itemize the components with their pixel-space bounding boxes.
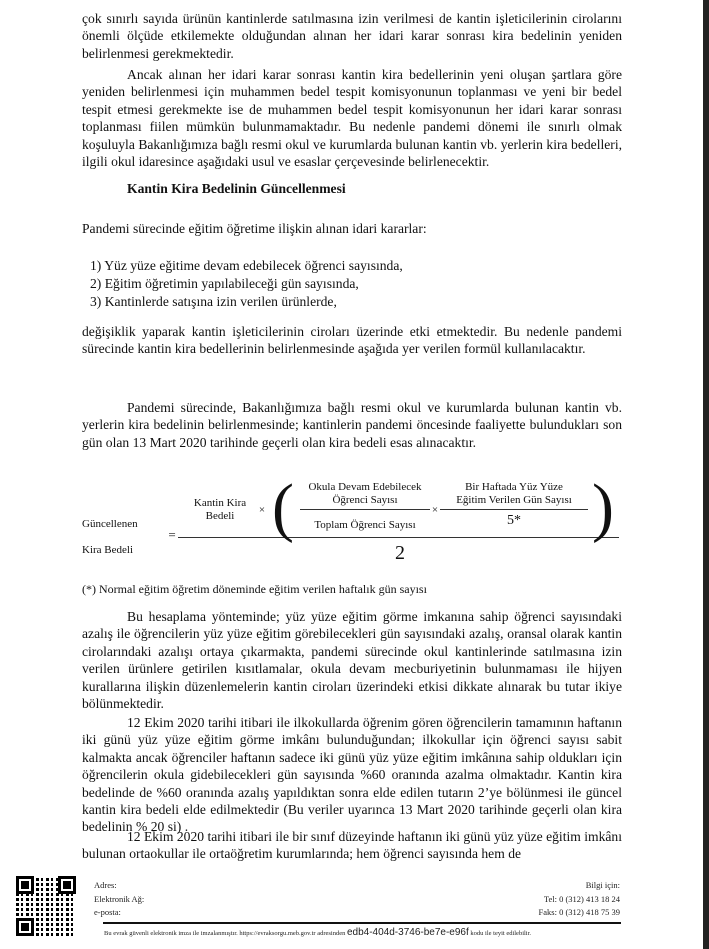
list-item: 3) Kantinlerde satışına izin verilen ürünlerde, [90,294,337,309]
verification-code: edb4-404d-3746-be7e-e96f [346,927,469,938]
footer-phone: Tel: 0 (312) 413 18 24 [543,894,620,904]
formula-term: Öğrenci Sayısı [332,494,398,506]
footnote: (*) Normal eğitim öğretim döneminde eğitim verilen haftalık gün sayısı [82,582,427,596]
verification-text: Bu evrak güvenli elektronik imza ile imzalanmıştır. https://evraksorgu.meb.gov.tr adresinden [104,930,346,937]
paragraph: değişiklik yaparak kantin işleticilerinin ciroları üzerinde etki etmektedir. Bu nedenle pandemi sürecinde kantin kira bedellerinin belirlenmesinde aşağıda yer verilen formül kullanılacaktır. [82,324,622,357]
qr-finder [58,876,76,894]
times-sign: × [258,504,266,516]
list-item: 1) Yüz yüze eğitime devam edebilecek öğrenci sayısında, [90,258,403,273]
verification-note [104,927,531,938]
formula-lhs: Güncellenen [82,518,138,530]
paragraph: Ancak alınan her idari karar sonrası kantin kira bedellerinin yeni oluşan şartlara göre yeniden belirlenmesi için muhammen bedel tespit komisyonunun toplanması ve yeni bir bedel tespit etmesi gerekmekte ise de muhammen bedel tespit komisyonunun her idari karar sonrası toplanması fiilen mümkün bulunmamaktadır. Bu nedenle pandemi dönemi ile sınırlı olmak koşuluyla Bakanlığımıza bağlı resmi okul ve kurumlarda bulunan kantin vb. yerlerin kira bedelleri, ilgili okul idaresince aşağıdaki usul ve esaslar çerçevesinde belirlenecektir. [82,67,622,170]
formula-term: Eğitim Verilen Gün Sayısı [456,494,572,506]
footer-email-label: e-posta: [94,907,121,917]
window-edge [703,0,709,949]
section-heading: Kantin Kira Bedelinin Güncellenmesi [127,181,346,196]
paragraph: 12 Ekim 2020 tarihi itibari ile bir sınıf düzeyinde haftanın iki günü yüz yüze eğitim imkânı bulunan ortaokullar ile ortaöğretim kurumlarında; hem öğrenci sayısında hem de [82,829,622,862]
fraction-bar [178,537,619,538]
formula-term: Okula Devam Edebilecek [308,481,422,493]
footer-address-label: Adres: [94,880,117,890]
verification-text: kodu ile teyit edilebilir. [470,930,532,937]
footer-network-label: Elektronik Ağ: [94,894,145,904]
formula-term: 5* [507,513,521,528]
formula-term: Kantin Kira [193,497,247,509]
formula-term: Bir Haftada Yüz Yüze [465,481,563,493]
footer-divider [103,922,621,924]
paragraph: çok sınırlı sayıda ürünün kantinlerde satılmasına izin verilmesi de kantin işleticilerinin cirolarını önemli ölçüde etkilemekte olduğundan alınan her idari karar sonrası kira bedelinin yeniden belirlenmesi gerekmektedir. [82,11,622,61]
formula-lhs: Kira Bedeli [82,544,134,556]
formula-term: 2 [395,542,405,564]
formula-term: Toplam Öğrenci Sayısı [314,519,416,531]
footer-fax: Faks: 0 (312) 418 75 39 [538,907,620,917]
qr-finder [16,876,34,894]
footer-info-label: Bilgi için: [585,880,620,890]
paragraph: Pandemi sürecinde eğitim öğretime ilişkin alınan idari kararlar: [82,221,427,236]
right-paren: ) [592,471,614,544]
times-sign: × [431,504,439,516]
fraction-bar [440,509,588,510]
equals-sign: = [168,527,176,542]
formula-term: Bedeli [205,510,235,522]
qr-finder [16,918,34,936]
fraction-bar [300,509,430,510]
paragraph: Pandemi sürecinde, Bakanlığımıza bağlı resmi okul ve kurumlarda bulunan kantin vb. yerlerin kira bedelinin belirlenmesinde; kantinlerin pandemi öncesinde faaliyette bulundukları son gün olan 13 Mart 2020 tarihinde geçerli olan kira bedeli esas alınacaktır. [82,400,622,450]
paragraph: 12 Ekim 2020 tarihi itibari ile ilkokullarda öğrenim gören öğrencilerin tamamının haftanın iki günü yüz yüze eğitim görme imkânı bulunduğundan; ilkokullar için öğrenci sayısı sabit kalmakta ancak öğrenciler haftanın sadece iki günü yüz yüze eğitim imkânına sahip oldukları için öğrencilerin okula gidebilecekleri gün sayısında %60 oranında azalma olmaktadır. Kantin kira bedelinde de %60 oranında azalış yapıldıktan sonra elde edilen tutarın 2’ye bölünmesi ile güncel kantin kira bedeli elde edilmektedir (Bu veriler uyarınca 13 Mart 2020 tarihinde geçerli olan kira bedelinin % 20 si) . [82,715,622,835]
left-paren: ( [272,471,294,544]
paragraph: Bu hesaplama yönteminde; yüz yüze eğitim görme imkanına sahip öğrenci sayısındaki azalış ile öğrencilerin yüz yüze eğitim görebilecekleri gün sayısındaki azalış, oransal olarak kantin cirolarındaki azalışı ortaya çıkarmakta, pandemi sürecinde okul kantinlerinde satılmasına izin verilen ürünlere getirilen kısıtlamalar, okula devam mecburiyetinin bulunmaması ile hijyen kurallarına ilişkin düzenlemelerin kantin ciroları üzerindeki etkisi dikkate alınarak bu tutar ikiye bölünmektedir. [82,609,622,712]
list-item: 2) Eğitim öğretimin yapılabileceği gün sayısında, [90,276,359,291]
